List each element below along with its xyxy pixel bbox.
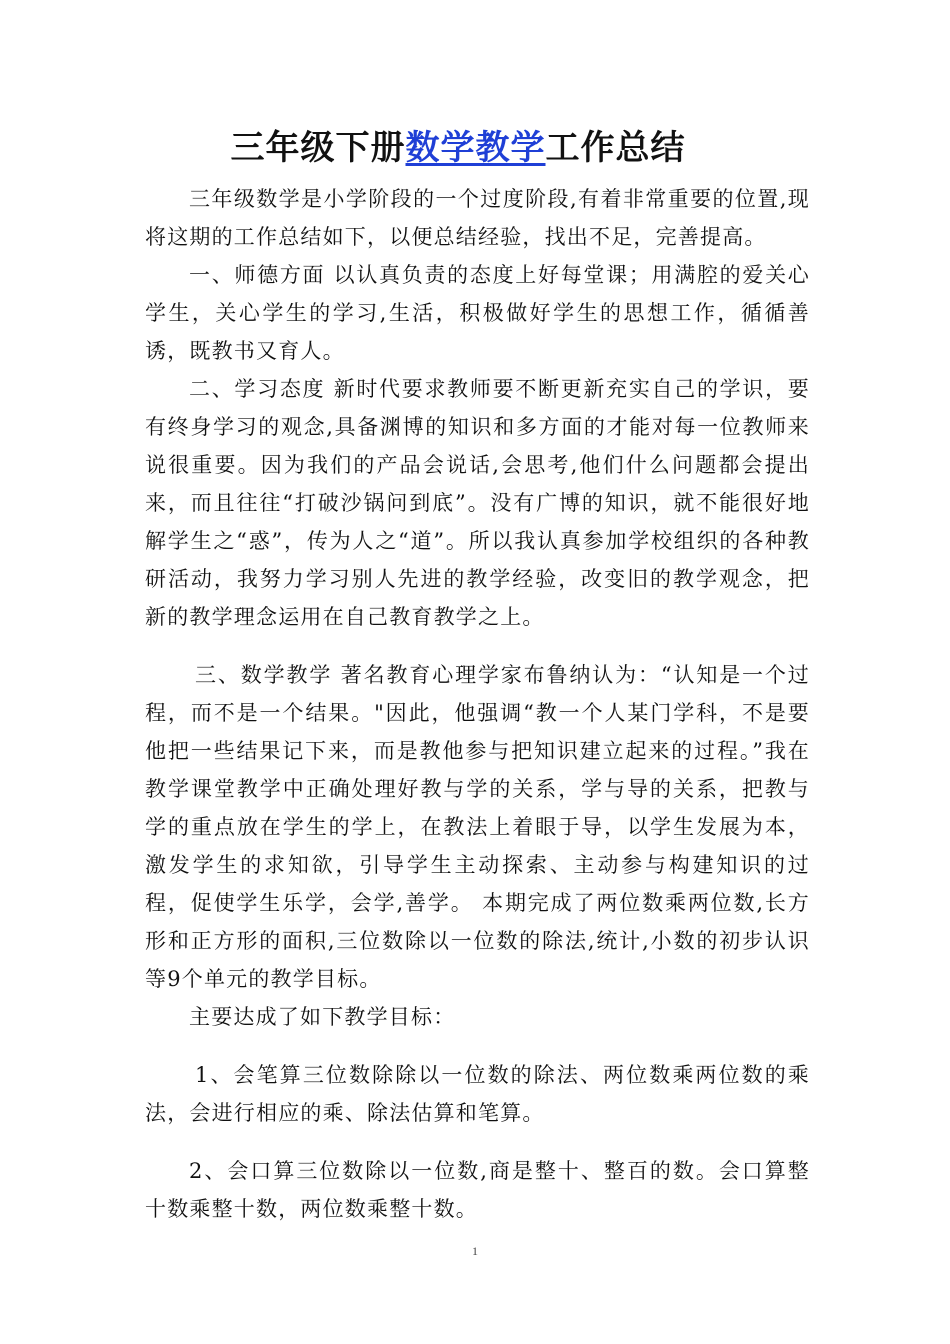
document-body <box>145 180 810 1228</box>
goals-heading-paragraph: 主要达成了如下教学目标： <box>189 1005 456 1029</box>
title-prefix: 三年级下册 <box>230 128 406 168</box>
title-suffix: 工作总结 <box>545 128 686 168</box>
learning-attitude-paragraph: 二、学习态度 新时代要求教师要不断更新充实自己的学识，要有终身学习的观念,具备渊博的知识和多方面的才能对每一位教师来说很重要。因为我们的产品会说话,会思考,他们什么问题都会提出来，而且往往“打破沙锅问到底”。没有广博的知识，就不能很好地解学生之“惑”，传为人之“道”。所以我认真参加学校组织的各种教研活动，我努力学习别人先进的教学经验，改变旧的教学观念，把新的教学理念运用在自己教育教学之上。 <box>145 377 810 629</box>
page-title <box>0 124 916 172</box>
page-number: 1 <box>472 1244 478 1258</box>
goal-1-paragraph: 1、会笔算三位数除除以一位数的除法、两位数乘两位数的乘法，会进行相应的乘、除法估算和笔算。 <box>145 1063 810 1125</box>
math-teaching-paragraph: 三、数学教学 著名教育心理学家布鲁纳认为：“认知是一个过程，而不是一个结果。"因此，他强调“教一个人某门学科，不是要他把一些结果记下来，而是教他参与把知识建立起来的过程。”我在教学课堂教学中正确处理好教与学的关系，学与导的关系，把教与学的重点放在学生的学上，在教法上着眼于导，以学生发展为本，激发学生的求知欲，引导学生主动探索、主动参与构建知识的过程，促使学生乐学，会学,善学。 本期完成了两位数乘两位数,长方形和正方形的面积,三位数除以一位数的除法,统计,小数的初步认识等9个单元的教学目标。 <box>145 663 810 991</box>
title-link[interactable]: 数学教学 <box>405 128 546 168</box>
intro-paragraph: 三年级数学是小学阶段的一个过度阶段,有着非常重要的位置,现将这期的工作总结如下，以便总结经验，找出不足，完善提高。 <box>145 187 810 249</box>
ethics-paragraph: 一、师德方面 以认真负责的态度上好每堂课；用满腔的爱关心学生，关心学生的学习,生活，积极做好学生的思想工作，循循善诱，既教书又育人。 <box>145 263 810 363</box>
goal-2-paragraph: 2、会口算三位数除以一位数,商是整十、整百的数。会口算整十数乘整十数，两位数乘整十数。 <box>145 1159 810 1221</box>
